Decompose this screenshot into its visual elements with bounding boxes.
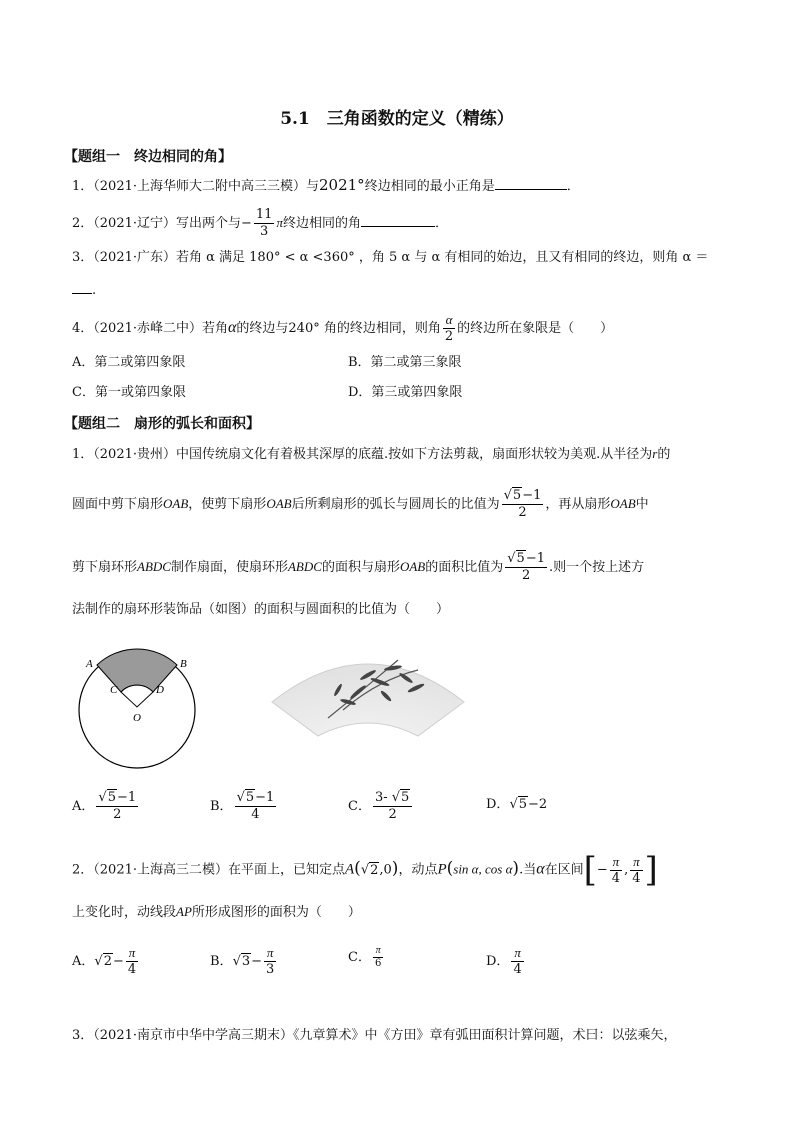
g2-question-1-line3: 剪下扇环形ABDC制作扇面，使扇环形ABDC的面积与扇形OAB的面积比值为 $\frac{√5-1}{2}$ .则一个按上述方 <box>72 551 645 583</box>
g1-q4-option-d[interactable]: D．第三或第四象限 <box>348 385 463 400</box>
g2-q2-option-c[interactable]: C． $\frac{\pi}{6}$ <box>348 945 382 969</box>
group2-heading: 【题组二 扇形的弧长和面积】 <box>64 416 260 432</box>
g2-q2-option-a[interactable]: A．√2− $\frac{\pi}{4}$ <box>72 945 137 977</box>
g2-q2-option-b[interactable]: B．√3− $\frac{\pi}{3}$ <box>210 945 275 977</box>
label-b: B <box>180 658 187 670</box>
g2-question-1-line1: 1．（2021·贵州）中国传统扇文化有着极其深厚的底蕴.按如下方法剪裁，扇面形状较为美观.从半径为r的 <box>72 446 671 462</box>
g1-q4-option-b[interactable]: B．第二或第三象限 <box>348 355 462 370</box>
g1-q4-option-c[interactable]: C．第一或第四象限 <box>72 385 186 400</box>
g1-question-3: 3．（2021·广东）若角 α 满足 180° < α <360° ，角 5 α 与 α 有相同的始边，且又有相同的终边，则角 α ＝ <box>72 250 709 265</box>
label-o: O <box>133 712 141 724</box>
fan-painting-image <box>268 640 468 740</box>
answer-blank[interactable] <box>495 177 567 190</box>
label-a: A <box>86 658 93 670</box>
g2-q1-option-c[interactable]: C． $\frac{3- √5}{2}$ <box>348 790 414 823</box>
g1-question-1: 1．（2021·上海华师大二附中高三三模）与2021°终边相同的最小正角是 ． <box>72 176 580 194</box>
g1-q4-option-a[interactable]: A．第二或第四象限 <box>72 355 186 370</box>
answer-blank[interactable] <box>361 214 435 227</box>
g2-question-3-line1: 3．（2021·南京市中华中学高三期末）《九章算术》中《方田》章有弧田面积计算问题，术曰：以弦乘矢， <box>72 1028 677 1043</box>
g2-q1-option-d[interactable]: D．√5−2 <box>486 797 548 812</box>
g2-question-1-line2: 圆面中剪下扇形OAB，使剪下扇形OAB后所剩扇形的弧长与圆周长的比值为 $\frac{√5-1}{2}$ ，再从扇形OAB中 <box>72 488 649 520</box>
group1-heading: 【题组一 终边相同的角】 <box>64 149 232 165</box>
g2-q1-option-b[interactable]: B． $\frac{√5-1}{4}$ <box>210 790 275 822</box>
g2-q2-option-d[interactable]: D． $\frac{\pi}{4}$ <box>486 945 522 977</box>
sector-diagram <box>72 645 202 775</box>
g1-question-3-line2: . <box>72 281 96 300</box>
answer-blank[interactable] <box>72 281 92 294</box>
g1-question-2: 2．（2021·辽宁）写出两个与− $\frac{11}{3}$ π终边相同的角 ． <box>72 207 448 239</box>
g2-question-1-line4: 法制作的扇环形装饰品（如图）的面积与圆面积的比值为（ ） <box>72 602 450 617</box>
g2-question-2-line1: 2．（2021·上海高三二模）在平面上，已知定点A(√2,0)，动点P(sin α, cos α).当α在区间[− $\frac{\pi}{4}$ , $\frac{\pi}{4}$ ] <box>72 850 658 890</box>
g1-question-4: 4．（2021·赤峰二中）若角α的终边与240° 角的终边相同，则角 $\frac{\alpha}{2}$ 的终边所在象限是（ ） <box>72 312 614 344</box>
page-title: 5.1 三角函数的定义（精练） <box>280 109 514 129</box>
g2-question-2-line2: 上变化时，动线段AP所形成图形的面积为（ ） <box>72 904 361 920</box>
label-d: D <box>156 684 164 696</box>
g2-q1-option-a[interactable]: A． $\frac{√5-1}{2}$ <box>72 790 137 822</box>
label-c: C <box>110 684 118 696</box>
